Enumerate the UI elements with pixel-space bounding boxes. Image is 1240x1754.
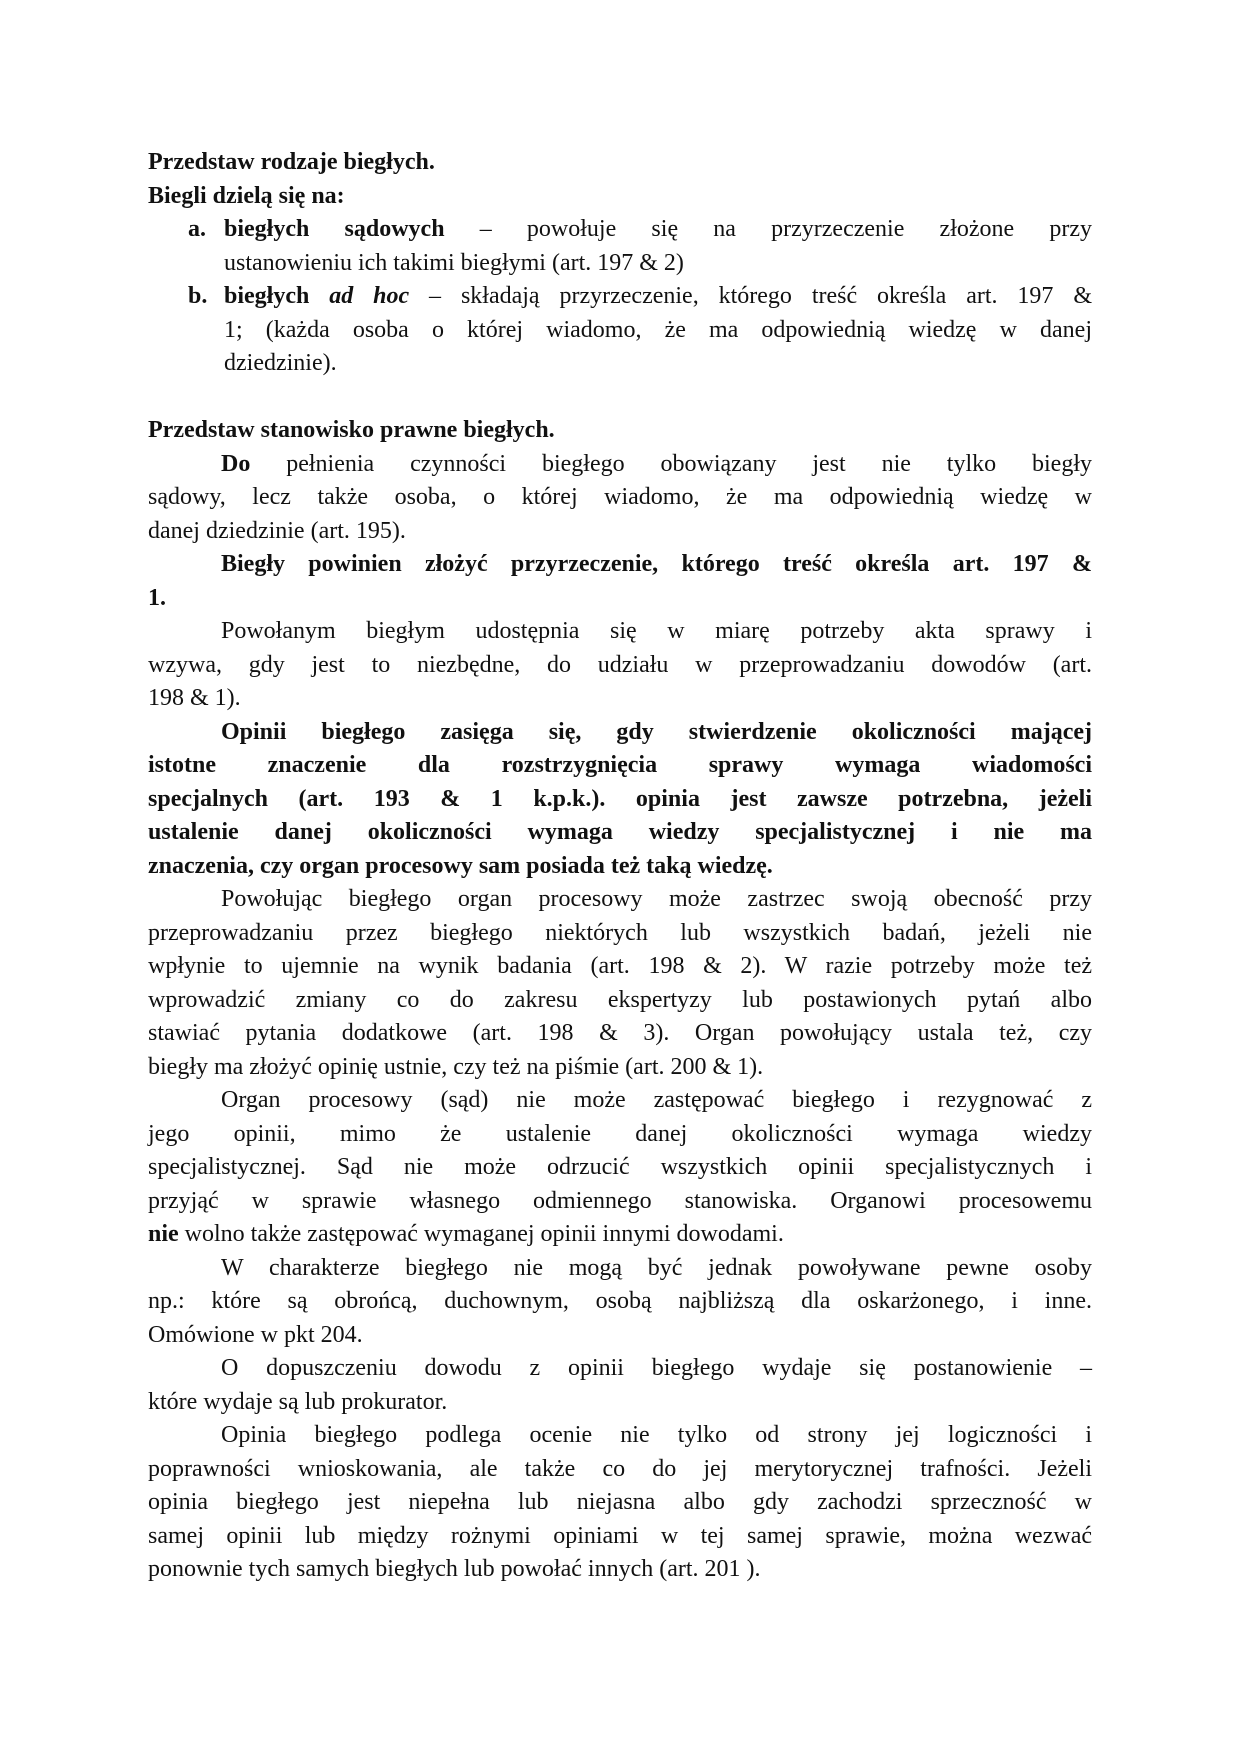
text-line bbox=[148, 783, 1092, 817]
text-line bbox=[148, 582, 1092, 616]
line-content bbox=[148, 1118, 1092, 1152]
text-line bbox=[148, 1285, 1092, 1319]
text-run: – składają przyrzeczenie, którego treść określa art. 197 & bbox=[409, 283, 1093, 309]
text-line bbox=[148, 213, 1092, 247]
line-content bbox=[148, 1285, 1092, 1319]
line-content bbox=[224, 314, 1092, 348]
text-line bbox=[148, 280, 1092, 314]
text-run: stawiać pytania dodatkowe (art. 198 & 3). Organ powołujący ustala też, czy bbox=[148, 1020, 1092, 1046]
text-run: przyjąć w sprawie własnego odmiennego stanowiska. Organowi procesowemu bbox=[148, 1187, 1092, 1214]
section-heading bbox=[148, 414, 1092, 448]
text-line bbox=[148, 1352, 1092, 1386]
text-run: wolno także zastępować wymaganej opinii innymi dowodami. bbox=[178, 1221, 784, 1247]
text-line bbox=[148, 1151, 1092, 1185]
bold-text: Biegli dzielą się na: bbox=[148, 182, 345, 209]
line-content bbox=[224, 247, 1092, 281]
text-run: O dopuszczeniu dowodu z opinii biegłego wydaje się postanowienie – bbox=[221, 1355, 1092, 1381]
text-line bbox=[148, 749, 1092, 783]
text-line bbox=[148, 1118, 1092, 1152]
line-content bbox=[148, 180, 1092, 214]
text-line bbox=[148, 917, 1092, 951]
line-content bbox=[188, 280, 1092, 314]
text-run: W charakterze biegłego nie mogą być jednak powoływane pewne osoby bbox=[221, 1254, 1092, 1281]
text-line bbox=[148, 1252, 1092, 1286]
line-content bbox=[224, 347, 1092, 381]
blank-line bbox=[148, 381, 1092, 415]
line-content bbox=[148, 783, 1092, 817]
line-content bbox=[148, 381, 1092, 415]
text-run: wzywa, gdy jest to niezbędne, do udziału w przeprowadzaniu dowodów (art. bbox=[148, 651, 1092, 678]
line-content bbox=[148, 1520, 1092, 1554]
line-content bbox=[221, 716, 1092, 750]
line-content bbox=[148, 1386, 1092, 1420]
list-marker: a. bbox=[188, 216, 206, 242]
text-line bbox=[148, 816, 1092, 850]
text-run: Organ procesowy (sąd) nie może zastępować biegłego i rezygnować z bbox=[221, 1087, 1092, 1113]
line-content bbox=[148, 1151, 1092, 1185]
text-run: 198 & 1). bbox=[148, 685, 241, 711]
text-run: 1; (każda osoba o której wiadomo, że ma odpowiednią wiedzę w danej bbox=[224, 316, 1092, 343]
text-line bbox=[148, 1319, 1092, 1353]
list-marker: b. bbox=[188, 283, 208, 309]
text-line bbox=[148, 1218, 1092, 1252]
text-run: które wydaje są lub prokurator. bbox=[148, 1388, 448, 1415]
text-line bbox=[148, 883, 1092, 917]
text-run: Opinia biegłego podlega ocenie nie tylko od strony jej logiczności i bbox=[221, 1422, 1092, 1448]
bold-text: ustalenie danej okoliczności wymaga wiedzy specjalistycznej i nie ma bbox=[148, 819, 1092, 845]
text-line bbox=[148, 716, 1092, 750]
text-line bbox=[148, 1553, 1092, 1587]
line-content bbox=[148, 682, 1092, 716]
section-heading bbox=[148, 180, 1092, 214]
text-run: Powołanym biegłym udostępnia się w miarę potrzeby akta sprawy i bbox=[221, 618, 1092, 644]
text-line bbox=[148, 850, 1092, 884]
text-line bbox=[148, 682, 1092, 716]
line-content bbox=[148, 1486, 1092, 1520]
text-line bbox=[148, 1453, 1092, 1487]
line-content bbox=[148, 481, 1092, 515]
line-content bbox=[221, 1419, 1092, 1453]
text-run: wprowadzić zmiany co do zakresu ekspertyzy lub postawionych pytań albo bbox=[148, 986, 1092, 1013]
bold-text: Opinii biegłego zasięga się, gdy stwierdzenie okoliczności mającej bbox=[221, 718, 1092, 745]
text-run: wpłynie to ujemnie na wynik badania (art. 198 & 2). W razie potrzeby może też bbox=[148, 953, 1092, 979]
bold-text: nie bbox=[148, 1221, 179, 1247]
document-page bbox=[148, 146, 1092, 1587]
text-run: – powołuje się na przyrzeczenie złożone przy bbox=[444, 216, 1092, 242]
bold-text: istotne znaczenie dla rozstrzygnięcia sprawy wymaga wiadomości bbox=[148, 752, 1092, 778]
bold-text: Do bbox=[221, 450, 251, 477]
line-content bbox=[148, 414, 1092, 448]
text-line bbox=[148, 649, 1092, 683]
line-content bbox=[148, 1218, 1092, 1252]
line-content bbox=[148, 984, 1092, 1018]
section-heading bbox=[148, 146, 1092, 180]
bold-text: specjalnych (art. 193 & 1 k.p.k.). opinia jest zawsze potrzebna, jeżeli bbox=[148, 785, 1092, 812]
bold-text: Przedstaw stanowisko prawne biegłych. bbox=[148, 417, 555, 443]
line-content bbox=[221, 615, 1092, 649]
bold-text: znaczenia, czy organ procesowy sam posiada też taką wiedzę. bbox=[148, 852, 773, 879]
text-run: np.: które są obrońcą, duchownym, osobą najbliższą dla oskarżonego, i inne. bbox=[148, 1288, 1092, 1314]
text-run: poprawności wnioskowania, ale także co do jej merytorycznej trafności. Jeżeli bbox=[148, 1455, 1092, 1482]
text-line bbox=[148, 1051, 1092, 1085]
text-run: sądowy, lecz także osoba, o której wiadomo, że ma odpowiednią wiedzę w bbox=[148, 484, 1092, 510]
line-content bbox=[148, 582, 1092, 616]
line-content bbox=[148, 146, 1092, 180]
text-run: dziedzinie). bbox=[224, 350, 337, 376]
line-content bbox=[221, 1352, 1092, 1386]
text-line bbox=[148, 481, 1092, 515]
text-line bbox=[148, 448, 1092, 482]
text-run: jego opinii, mimo że ustalenie danej okoliczności wymaga wiedzy bbox=[148, 1120, 1092, 1147]
text-line bbox=[148, 1520, 1092, 1554]
text-line bbox=[148, 1084, 1092, 1118]
line-content bbox=[221, 1084, 1092, 1118]
text-line bbox=[148, 548, 1092, 582]
line-content bbox=[148, 1453, 1092, 1487]
bold-text: ad hoc bbox=[329, 283, 410, 309]
text-run: opinia biegłego jest niepełna lub niejasna albo gdy zachodzi sprzeczność w bbox=[148, 1489, 1092, 1515]
line-content bbox=[148, 649, 1092, 683]
bold-text: Biegły powinien złożyć przyrzeczenie, którego treść określa art. 197 & bbox=[221, 551, 1092, 577]
line-content bbox=[148, 917, 1092, 951]
text-line bbox=[148, 1017, 1092, 1051]
text-line bbox=[148, 984, 1092, 1018]
text-line bbox=[148, 247, 1092, 281]
line-content bbox=[221, 548, 1092, 582]
line-content bbox=[148, 1185, 1092, 1219]
text-run: Powołując biegłego organ procesowy może zastrzec swoją obecność przy bbox=[221, 886, 1092, 912]
line-content bbox=[221, 1252, 1092, 1286]
line-content bbox=[221, 883, 1092, 917]
text-line bbox=[148, 1386, 1092, 1420]
text-run: samej opinii lub między rożnymi opiniami w tej samej sprawie, można wezwać bbox=[148, 1522, 1092, 1549]
text-line bbox=[148, 314, 1092, 348]
text-line bbox=[148, 1486, 1092, 1520]
text-run: ustanowieniu ich takimi biegłymi (art. 197 & 2) bbox=[224, 249, 684, 276]
text-run: biegły ma złożyć opinię ustnie, czy też na piśmie (art. 200 & 1). bbox=[148, 1053, 764, 1080]
text-run: Omówione w pkt 204. bbox=[148, 1321, 363, 1348]
line-content bbox=[148, 1051, 1092, 1085]
line-content bbox=[148, 515, 1092, 549]
bold-text: Przedstaw rodzaje biegłych. bbox=[148, 149, 435, 175]
text-line bbox=[148, 950, 1092, 984]
text-line bbox=[148, 615, 1092, 649]
line-content bbox=[221, 448, 1092, 482]
line-content bbox=[148, 816, 1092, 850]
text-run: pełnienia czynności biegłego obowiązany jest nie tylko biegły bbox=[250, 450, 1092, 477]
bold-text: 1. bbox=[148, 584, 166, 611]
text-line bbox=[148, 515, 1092, 549]
text-line bbox=[148, 1185, 1092, 1219]
line-content bbox=[148, 749, 1092, 783]
text-run: przeprowadzaniu przez biegłego niektórych lub wszystkich badań, jeżeli nie bbox=[148, 919, 1092, 946]
line-content bbox=[148, 1319, 1092, 1353]
line-content bbox=[148, 1017, 1092, 1051]
text-line bbox=[148, 347, 1092, 381]
text-run: specjalistycznej. Sąd nie może odrzucić wszystkich opinii specjalistycznych i bbox=[148, 1154, 1092, 1180]
text-line bbox=[148, 1419, 1092, 1453]
text-run: danej dziedzinie (art. 195). bbox=[148, 517, 406, 544]
text-run: ponownie tych samych biegłych lub powołać innych (art. 201 ). bbox=[148, 1556, 761, 1582]
line-content bbox=[148, 950, 1092, 984]
line-content bbox=[148, 850, 1092, 884]
bold-text: biegłych sądowych bbox=[224, 216, 445, 242]
line-content bbox=[148, 1553, 1092, 1587]
line-content bbox=[188, 213, 1092, 247]
bold-text: biegłych bbox=[224, 283, 330, 309]
